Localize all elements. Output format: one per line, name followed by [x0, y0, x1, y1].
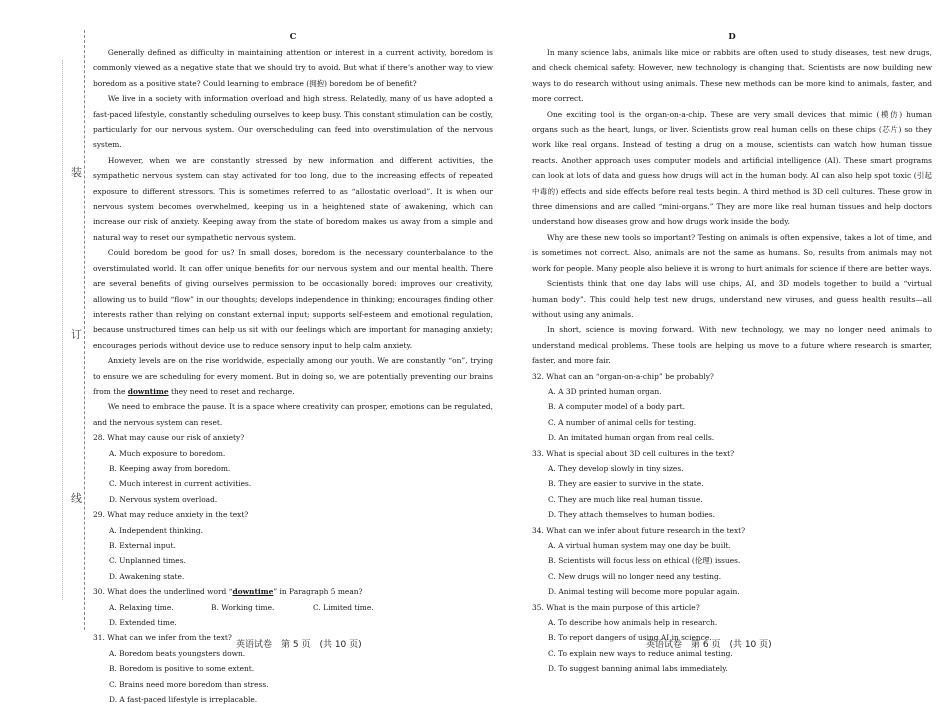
binding-mark-zhuang: 装 — [71, 162, 82, 182]
passage-c-paragraph-5 — [93, 353, 493, 399]
q29-option-d: D. Awakening state. — [109, 571, 185, 581]
binding-mark-ding: 订 — [71, 324, 82, 344]
q31-option-d: D. A fast-paced lifestyle is irreplacable. — [109, 695, 258, 705]
q30-option-d: D. Extended time. — [109, 618, 177, 628]
question-30-stem — [93, 584, 493, 599]
q34-option-d: D. Animal testing will become more popular again. — [548, 587, 740, 597]
q32-option-c: C. A number of animal cells for testing. — [548, 417, 697, 427]
q30-stem-after: ” in Paragraph 5 mean? — [273, 587, 363, 597]
passage-c-paragraph-1: Generally defined as difficulty in maintaining attention or interest in a current activity, boredom is commonly viewed as a negative state that we should try to avoid. But what if there’s another way to view boredom as a positive state? Could learning to embrace (拥抱) boredom be of benefit? — [93, 48, 493, 88]
q32-option-d: D. An imitated human organ from real cells. — [548, 433, 715, 443]
q32-option-b: B. A computer model of a body part. — [548, 402, 685, 412]
q30-option-b: B. Working time. — [211, 602, 275, 612]
q34-option-b: B. Scientists will focus less on ethical (伦理) issues. — [548, 556, 741, 566]
passage-d-paragraph-1: In many science labs, animals like mice or rabbits are often used to study diseases, test new drugs, and check chemical safety. However, new technology is changing that. Scientists are now building new ways to do research without using animals. These new methods can be more kind to animals, faster, and more correct. — [532, 48, 932, 104]
q33-option-b: B. They are easier to survive in the state. — [548, 479, 704, 489]
passage-c-paragraph-4: Could boredom be good for us? In small doses, boredom is the necessary counterbalance to the overstimulated world. It can offer unique benefits for our nervous system and our mental health. There are several benefits of giving ourselves permission to be occasionally bored: improves our creativity, allowing us to build “flow” in our thoughts; develops independence in thinking; encourages finding other interests rather than relying on constant external input; supports self-esteem and emotional regulation, because unstructured times can help us sit with our feelings which are important for managing anxiety; encourages periods without device use to reduce sensory input to help calm anxiety. — [93, 248, 493, 350]
underlined-word-downtime: downtime — [127, 386, 169, 396]
question-34-stem: 34. What can we infer about future research in the text? — [532, 525, 746, 535]
q33-option-a: A. They develop slowly in tiny sizes. — [548, 463, 684, 473]
passage-c-paragraph-6: We need to embrace the pause. It is a space where creativity can prosper, emotions can be regulated, and the nervous system can reset. — [93, 402, 493, 427]
question-28 — [93, 430, 493, 507]
question-32-stem: 32. What can an “organ-on-a-chip” be probably? — [532, 371, 714, 381]
q35-option-c: C. To explain new ways to reduce animal testing. — [548, 648, 733, 658]
q35-option-d: D. To suggest banning animal labs immediately. — [548, 664, 728, 674]
q32-option-a: A. A 3D printed human organ. — [548, 386, 662, 396]
q30-stem-before: 30. What does the underlined word “ — [93, 587, 233, 597]
q29-option-b: B. External input. — [109, 541, 176, 550]
passage-c-paragraph-3: However, when we are constantly stressed by new information and different activities, the sympathetic nervous system can stay activated for too long, due to the increasing effects of repeated exposure to different stressors. This is sometimes referred to as “allostatic overload”. It is when our nervous system becomes overwhelmed, keeping us in a heightened state of awakening, which can increase our risk of anxiety. Keeping away from the state of boredom makes us away from a simple and natural way to reset our sympathetic nervous system. — [93, 155, 493, 242]
passage-c-column — [93, 30, 493, 707]
para5-text-after: they need to reset and recharge. — [168, 386, 295, 396]
page-footer-6: 英语试卷 第 6 页 (共 10 页) — [646, 640, 772, 650]
passage-d-column — [532, 30, 932, 677]
q33-option-d: D. They attach themselves to human bodies. — [548, 510, 715, 520]
binding-dotted-line — [62, 60, 63, 600]
q30-option-c: C. Limited time. — [313, 602, 374, 612]
passage-d-paragraph-5: In short, science is moving forward. With new technology, we may no longer need animals to understand medical problems. These tools are helping us move to a future where research is smarter, faster, and more fair. — [532, 325, 932, 366]
q28-option-c: C. Much interest in current activities. — [109, 479, 252, 489]
question-35-stem: 35. What is the main purpose of this article? — [532, 602, 700, 612]
question-31-stem: 31. What can we infer from the text? — [93, 633, 232, 643]
page-footer-5: 英语试卷 第 5 页 (共 10 页) — [236, 640, 362, 650]
passage-d-paragraph-3: Why are these new tools so important? Testing on animals is often expensive, takes a lot of time, and is sometimes not correct. Also, animals are not the same as humans. So, results from animals may not work for people. Many people also believe it is wrong to hurt animals for science if there are better ways. — [532, 232, 932, 273]
question-29 — [93, 507, 493, 584]
question-29-stem: 29. What may reduce anxiety in the text? — [93, 510, 249, 520]
q30-underlined-word: downtime — [232, 587, 274, 597]
binding-mark-xian: 线 — [71, 488, 82, 508]
passage-d-title: D — [728, 32, 736, 42]
q34-option-a: A. A virtual human system may one day be built. — [548, 541, 731, 550]
para5-text-before: Anxiety levels are on the rise worldwide, especially among our youth. We are constantly “on”, trying to ensure we are scheduling for every moment. But in doing so, we are potentially preventing our brains from the — [93, 356, 493, 396]
question-33 — [532, 446, 932, 523]
q30-option-a: A. Relaxing time. — [109, 602, 174, 612]
question-34 — [532, 523, 932, 600]
q34-option-c: C. New drugs will no longer need any testing. — [548, 571, 722, 581]
q31-option-a: A. Boredom beats youngsters down. — [109, 648, 246, 658]
q35-option-a: A. To describe how animals help in research. — [548, 618, 718, 628]
q29-option-a: A. Independent thinking. — [109, 525, 203, 535]
question-28-stem: 28. What may cause our risk of anxiety? — [93, 433, 245, 443]
q28-option-a: A. Much exposure to boredom. — [109, 448, 226, 458]
q35-option-b: B. To report dangers of using AI in science. — [548, 633, 712, 643]
passage-d-paragraph-4: Scientists think that one day labs will use chips, AI, and 3D models together to build a “virtual human body”. This could help test new drugs, understand new viruses, and guess health results—all without using any animals. — [532, 279, 932, 319]
q33-option-c: C. They are much like real human tissue. — [548, 494, 703, 504]
question-32 — [532, 369, 932, 446]
q31-option-b: B. Boredom is positive to some extent. — [109, 664, 255, 674]
question-33-stem: 33. What is special about 3D cell cultures in the text? — [532, 448, 735, 458]
question-30 — [93, 584, 493, 630]
binding-cut-line — [84, 30, 85, 630]
passage-d-paragraph-2: One exciting tool is the organ-on-a-chip. These are very small devices that mimic (模仿) human organs such as the heart, lungs, or liver. Scientists grow real human cells on these chips (芯片) so they work like real organs. Instead of testing a drug on a mouse, scientists can watch how human tissue reacts. Another approach uses computer models and artificial intelligence (AI). These smart programs can look at lots of data and guess how drugs will act in the human body. AI can also help spot toxic (引起中毒的) effects and side effects before real tests begin. A third method is 3D cell cultures. These grow in three dimensions and are called “mini-organs.” They are more like real human tissues and help doctors understand how diseases grow and how drugs work inside the body. — [532, 109, 932, 227]
q29-option-c: C. Unplanned times. — [109, 556, 186, 566]
q28-option-b: B. Keeping away from boredom. — [109, 463, 231, 473]
passage-c-title: C — [289, 32, 297, 42]
q28-option-d: D. Nervous system overload. — [109, 494, 218, 504]
passage-c-paragraph-2: We live in a society with information overload and high stress. Relatedly, many of us have adopted a fast-paced lifestyle, constantly scheduling ourselves to keep busy. This constant stimulation can be costly, particularly for our nervous system. Our overscheduling can feed into overstimulation of the nervous system. — [93, 94, 493, 150]
binding-margin — [0, 0, 82, 659]
q31-option-c: C. Brains need more boredom than stress. — [109, 679, 269, 689]
